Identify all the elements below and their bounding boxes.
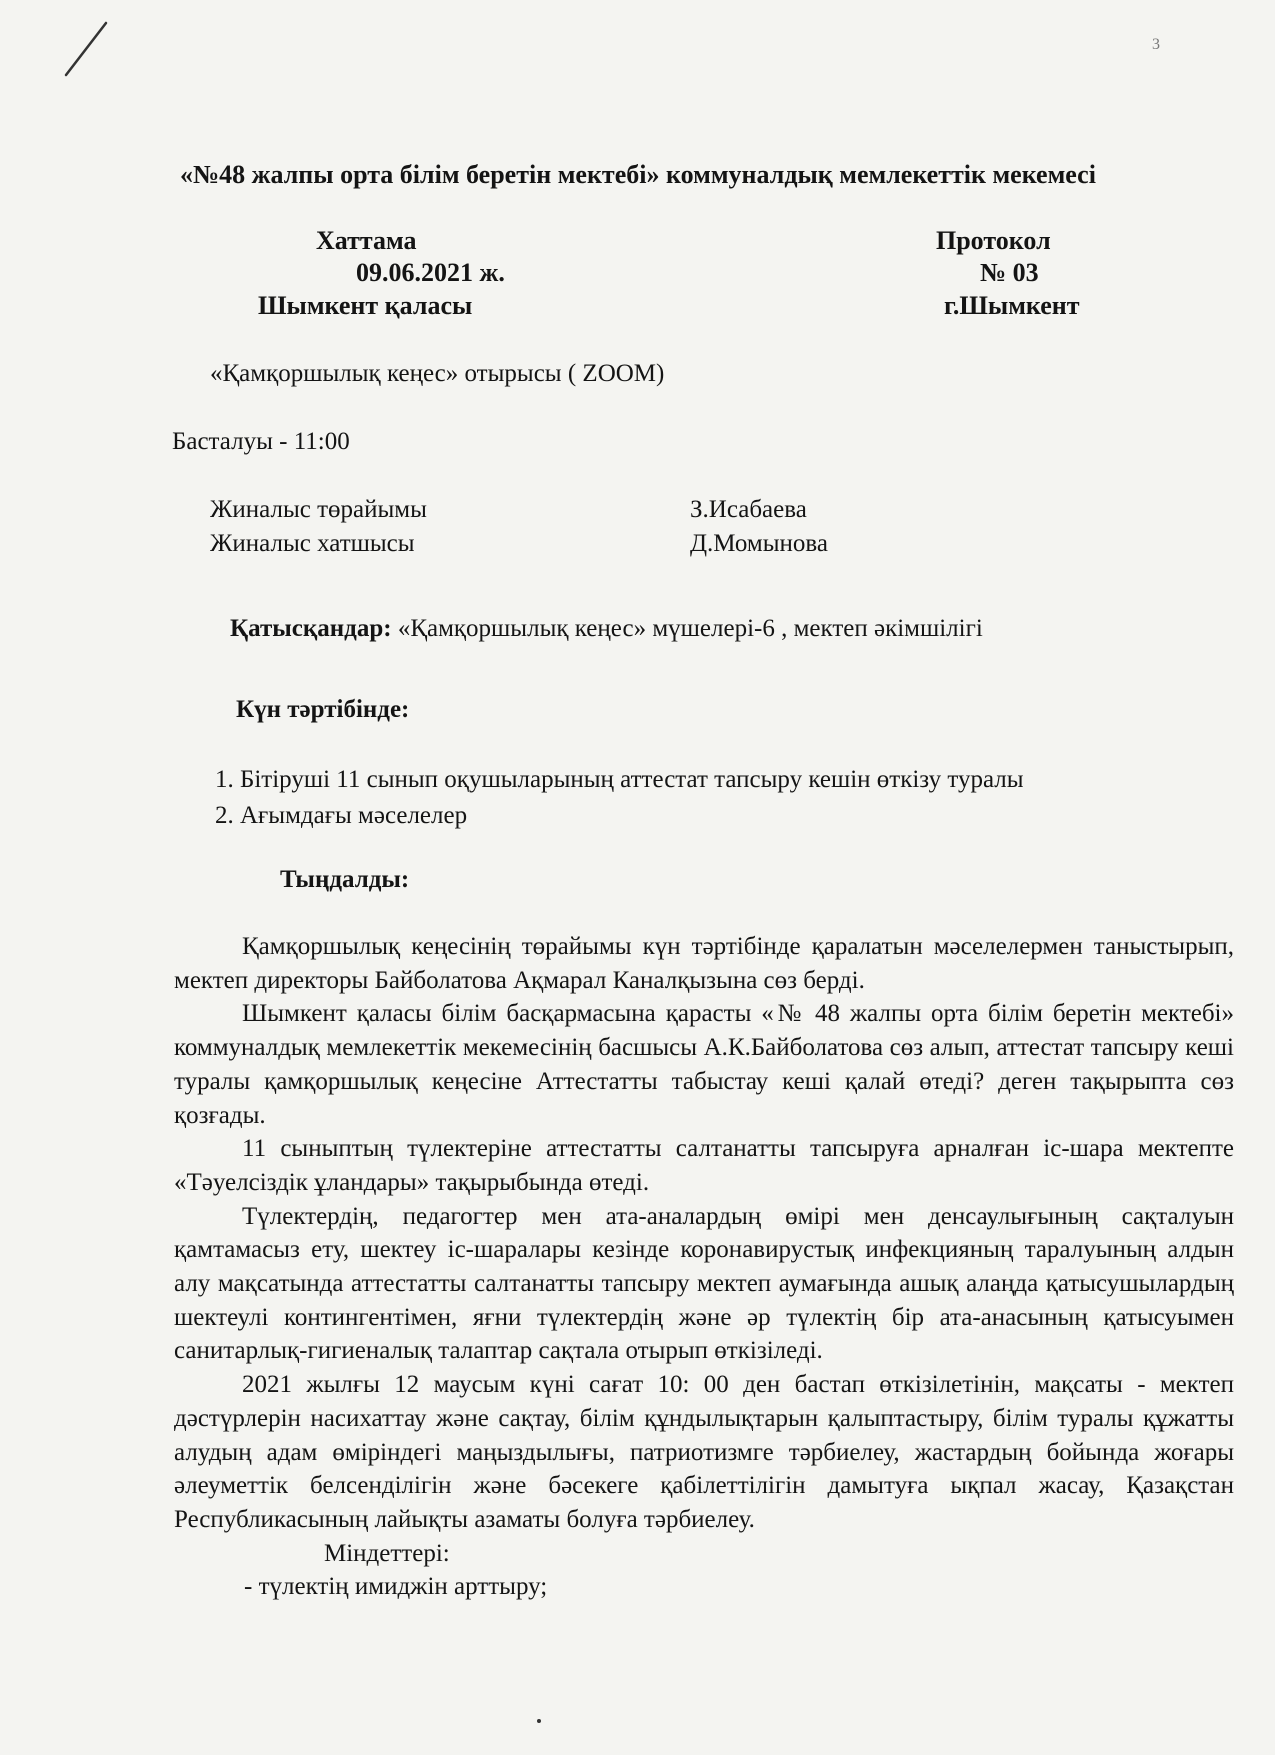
chair-name: З.Исабаева bbox=[690, 496, 807, 523]
minutes-body bbox=[174, 930, 1234, 1604]
header-right-city: г.Шымкент bbox=[944, 291, 1080, 320]
header-left-title: Хаттама bbox=[316, 226, 417, 255]
pen-stroke-mark bbox=[58, 20, 118, 80]
paragraph: 11 сыныптың түлектеріне аттестатты салтанатты тапсыруға арналған іс-шара мектепте «Тәуелсіздік ұландары» тақырыбында өтеді. bbox=[174, 1135, 1234, 1196]
tasks-label: Міндеттері: bbox=[324, 1539, 450, 1567]
page-number: 3 bbox=[1152, 36, 1160, 53]
secretary-label: Жиналыс хатшысы bbox=[210, 530, 415, 557]
participants-label: Қатысқандар: bbox=[230, 615, 392, 642]
header-date: 09.06.2021 ж. bbox=[356, 258, 505, 287]
paragraph: Шымкент қаласы білім басқармасына қарасты «№ 48 жалпы орта білім беретін мектебі» коммуналдық мемлекеттік мекемесінің басшысы А.К.Байболатова сөз алып, аттестат тапсыру кеші туралы қамқоршылық кеңесіне Аттестатты табыстау кеші қалай өтеді? деген тақырыпта сөз қозғады. bbox=[174, 1000, 1234, 1129]
task-item: - түлектің имиджін арттыру; bbox=[244, 1573, 548, 1601]
paragraph: Қамқоршылық кеңесінің төрайымы күн тәртібінде қаралатын мәселелермен таныстырып, мектеп директоры Байболатова Ақмарал Каналқызына сөз берді. bbox=[174, 933, 1234, 994]
agenda-item: 2. Ағымдағы мәселелер bbox=[240, 798, 1024, 834]
heard-label: Тыңдалды: bbox=[280, 866, 410, 893]
chair-label: Жиналыс төрайымы bbox=[210, 496, 427, 523]
paragraph: Түлектердің, педагогтер мен ата-аналардың өмірі мен денсаулығының сақталуын қамтамасыз ету, шектеу іс-шаралары кезінде коронавирустық инфекцияның таралуының алдын алу мақсатында аттестатты салтанатты тапсыру мектеп аумағында ашық алаңда қатысушылардың шектеулі контингентімен, яғни түлектердің және әр түлектің бір ата-анасының қатысуымен санитарлық-гигиеналық талаптар сақтала отырып өткізіледі. bbox=[174, 1202, 1234, 1365]
agenda-label: Күн тәртібінде: bbox=[236, 696, 410, 723]
agenda-list bbox=[200, 762, 1024, 834]
document-title: «№48 жалпы орта білім беретін мектебі» коммуналдық мемлекеттік мекемесі bbox=[180, 160, 1096, 189]
meeting-title: «Қамқоршылық кеңес» отырысы ( ZOOM) bbox=[210, 360, 665, 387]
participants-text: «Қамқоршылық кеңес» мүшелері-6 , мектеп әкімшілігі bbox=[391, 615, 983, 642]
agenda-item: 1. Бітіруші 11 сынып оқушыларының аттестат тапсыру кешін өткізу туралы bbox=[240, 762, 1024, 798]
secretary-name: Д.Момынова bbox=[690, 530, 829, 557]
protocol-number: № 03 bbox=[980, 258, 1039, 287]
header-right-title: Протокол bbox=[936, 226, 1051, 255]
participants-line bbox=[230, 615, 983, 643]
start-time: Басталуы - 11:00 bbox=[172, 428, 350, 455]
paragraph: 2021 жылғы 12 маусым күні сағат 10: 00 ден бастап өткізілетінін, мақсаты - мектеп дәстүрлерін насихаттау және сақтау, білім құндылықтарын қалыптастыру, білім туралы құжатты алудың адам өміріндегі маңыздылығы, патриотизмге тәрбиелеу, жастардың бойында жоғары әлеуметтік белсенділігін және бәсекеге қабілеттілігін дамытуға ықпал жасау, Қазақстан Республикасының лайықты азаматы болуға тәрбиелеу. bbox=[174, 1371, 1234, 1533]
ink-dot bbox=[537, 1719, 541, 1723]
header-left-city: Шымкент қаласы bbox=[258, 291, 473, 320]
